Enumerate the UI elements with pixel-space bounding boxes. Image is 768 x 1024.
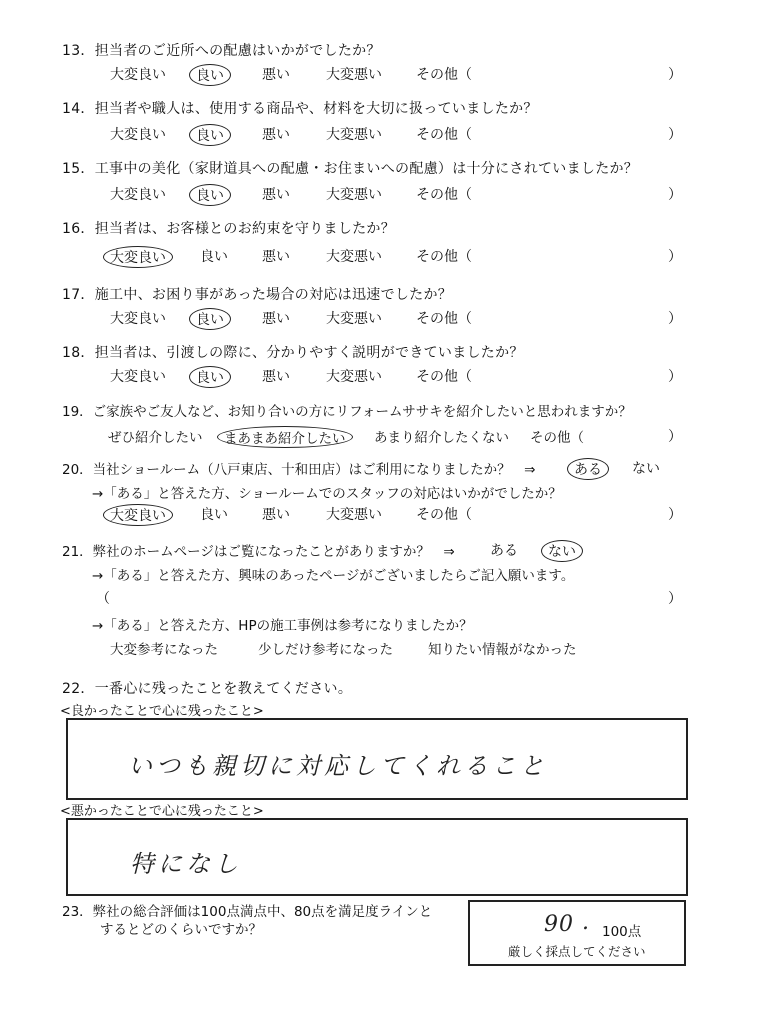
question-17: 17．施工中、お困り事があった場合の対応は迅速でしたか？	[62, 287, 453, 303]
paren-close: ）	[668, 369, 682, 385]
opt-bad[interactable]: 悪い	[262, 67, 290, 83]
opt-very-good[interactable]: 大変良い	[110, 311, 166, 327]
question-16: 16．担当者は、お客様とのお約束を守りましたか？	[62, 221, 396, 237]
opt-very-good[interactable]: 大変良い	[110, 67, 166, 83]
opt-other[interactable]: その他（	[416, 507, 472, 523]
opt-very-good[interactable]: 大変良い	[110, 187, 166, 203]
score-box[interactable]	[468, 900, 686, 966]
opt-good[interactable]: 良い	[200, 507, 228, 523]
opt-very-bad[interactable]: 大変悪い	[326, 507, 382, 523]
bad-memory-label: <悪かったことで心に残ったこと>	[60, 804, 264, 819]
opt-very-good[interactable]: 大変良い	[110, 369, 166, 385]
opt-other[interactable]: その他（	[530, 430, 584, 446]
paren-close: ）	[668, 249, 682, 265]
question-19: 19．ご家族やご友人など、お知り合いの方にリフォームササキを紹介したいと思われますか？	[62, 404, 632, 420]
opt-yes[interactable]: ある	[490, 543, 518, 559]
score-dot: .	[582, 910, 593, 935]
opt-other[interactable]: その他（	[416, 249, 472, 265]
paren-close: ）	[668, 591, 682, 607]
paren-close: ）	[668, 429, 682, 445]
question-21-sub1: →「ある」と答えた方、興味のあったページがございましたらご記入願います。	[92, 568, 575, 584]
question-20: 20．当社ショールーム（八戸東店、十和田店）はご利用になりましたか？ ⇒	[62, 462, 536, 478]
opt-bad[interactable]: 悪い	[262, 187, 290, 203]
paren-close: ）	[668, 507, 682, 523]
opt-good-selected[interactable]: 良い	[189, 124, 231, 146]
opt-other[interactable]: その他（	[416, 127, 472, 143]
opt-not-really-recommend[interactable]: あまり紹介したくない	[374, 430, 509, 446]
opt-definitely-recommend[interactable]: ぜひ紹介したい	[108, 430, 203, 446]
opt-bad[interactable]: 悪い	[262, 127, 290, 143]
opt-other[interactable]: その他（	[416, 369, 472, 385]
opt-very-bad[interactable]: 大変悪い	[326, 187, 382, 203]
opt-other[interactable]: その他（	[416, 187, 472, 203]
score-note: 厳しく採点してください	[508, 944, 646, 959]
question-20-sub: →「ある」と答えた方、ショールームでのスタッフの対応はいかがでしたか？	[92, 486, 562, 502]
opt-bad[interactable]: 悪い	[262, 369, 290, 385]
opt-somewhat-recommend-selected[interactable]: まあまあ紹介したい	[217, 426, 353, 448]
opt-bad[interactable]: 悪い	[262, 311, 290, 327]
opt-good-selected[interactable]: 良い	[189, 64, 231, 86]
question-18: 18．担当者は、引渡しの際に、分かりやすく説明ができていましたか？	[62, 345, 524, 361]
bad-memory-box[interactable]	[66, 818, 688, 896]
opt-yes-selected[interactable]: ある	[567, 458, 609, 480]
paren-close: ）	[668, 187, 682, 203]
question-13: 13．担当者のご近所への配慮はいかがでしたか？	[62, 43, 381, 59]
score-max: 100点	[602, 924, 642, 940]
opt-no-info[interactable]: 知りたい情報がなかった	[428, 642, 577, 658]
question-23-line2: するとどのくらいですか？	[100, 922, 262, 938]
opt-good[interactable]: 良い	[200, 249, 228, 265]
paren-open: （	[96, 591, 110, 607]
opt-very-helpful[interactable]: 大変参考になった	[110, 642, 218, 658]
question-22: 22．一番心に残ったことを教えてください。	[62, 681, 353, 697]
question-14: 14．担当者や職人は、使用する商品や、材料を大切に扱っていましたか？	[62, 101, 538, 117]
opt-no-selected[interactable]: ない	[541, 540, 583, 562]
opt-good-selected[interactable]: 良い	[189, 366, 231, 388]
paren-close: ）	[668, 311, 682, 327]
opt-very-bad[interactable]: 大変悪い	[326, 127, 382, 143]
opt-very-bad[interactable]: 大変悪い	[326, 311, 382, 327]
opt-very-good-selected[interactable]: 大変良い	[103, 246, 173, 268]
question-23: 23．弊社の総合評価は100点満点中、80点を満足度ラインと	[62, 904, 433, 920]
opt-bad[interactable]: 悪い	[262, 249, 290, 265]
score-value: 90	[544, 912, 574, 937]
opt-very-bad[interactable]: 大変悪い	[326, 67, 382, 83]
opt-good-selected[interactable]: 良い	[189, 184, 231, 206]
opt-good-selected[interactable]: 良い	[189, 308, 231, 330]
question-21-sub2: →「ある」と答えた方、HPの施工事例は参考になりましたか？	[92, 618, 473, 634]
opt-slightly-helpful[interactable]: 少しだけ参考になった	[258, 642, 393, 658]
opt-other[interactable]: その他（	[416, 67, 472, 83]
opt-bad[interactable]: 悪い	[262, 507, 290, 523]
opt-very-good-selected[interactable]: 大変良い	[103, 504, 173, 526]
question-15: 15．工事中の美化（家財道具への配慮・お住まいへの配慮）は十分にされていましたか？	[62, 161, 639, 177]
question-21: 21．弊社のホームページはご覧になったことがありますか？ ⇒	[62, 544, 455, 560]
opt-very-bad[interactable]: 大変悪い	[326, 249, 382, 265]
opt-other[interactable]: その他（	[416, 311, 472, 327]
good-memory-label: <良かったことで心に残ったこと>	[60, 704, 264, 719]
paren-close: ）	[668, 67, 682, 83]
bad-memory-answer: 特になし	[130, 850, 242, 878]
good-memory-answer: いつも親切に対応してくれること	[128, 752, 548, 780]
paren-close: ）	[668, 127, 682, 143]
good-memory-box[interactable]	[66, 718, 688, 800]
opt-very-bad[interactable]: 大変悪い	[326, 369, 382, 385]
opt-very-good[interactable]: 大変良い	[110, 127, 166, 143]
opt-no[interactable]: ない	[632, 461, 660, 477]
